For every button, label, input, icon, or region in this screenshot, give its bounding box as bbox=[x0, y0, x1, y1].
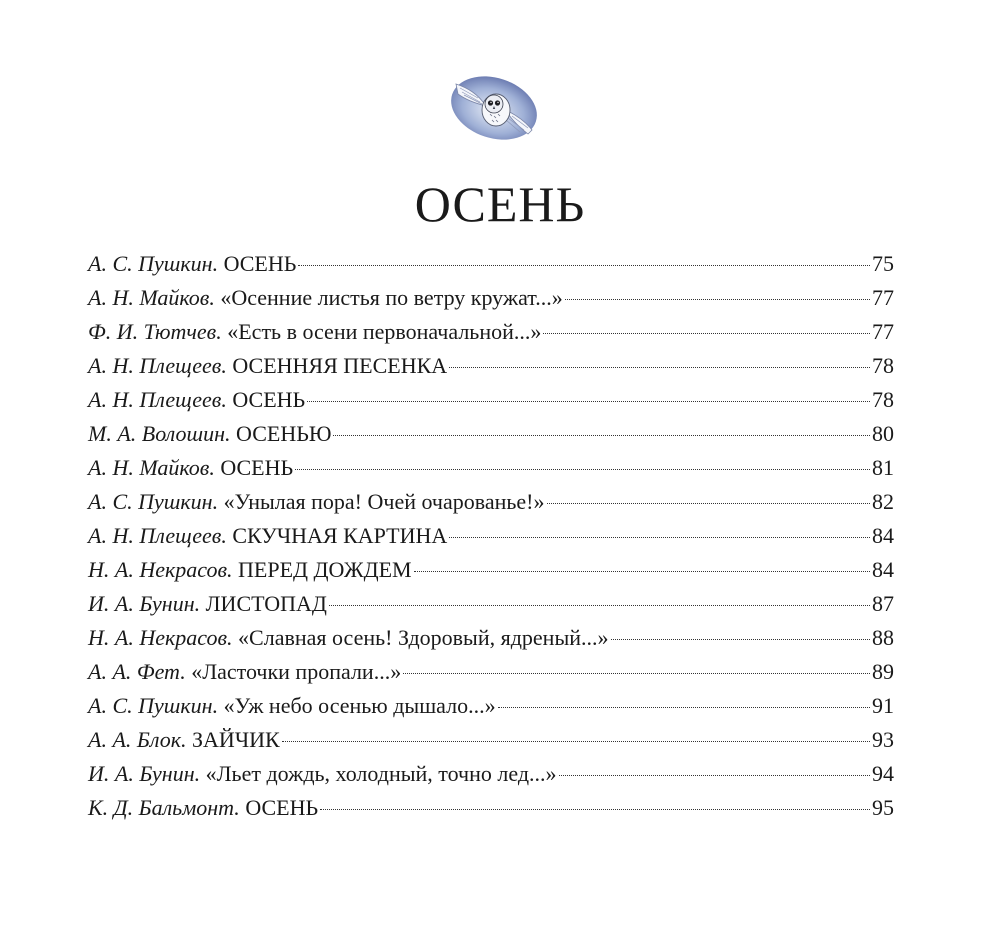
toc-entry[interactable] bbox=[88, 689, 894, 723]
toc-title: «Есть в осени первоначальной...» bbox=[227, 319, 542, 344]
toc-dot-leader bbox=[559, 775, 870, 776]
toc-entry[interactable] bbox=[88, 247, 894, 281]
toc-entry[interactable] bbox=[88, 553, 894, 587]
toc-dot-leader bbox=[295, 469, 870, 470]
toc-entry[interactable] bbox=[88, 587, 894, 621]
toc-dot-leader bbox=[320, 809, 870, 810]
toc-page-number: 95 bbox=[872, 795, 894, 820]
toc-page-number: 75 bbox=[872, 251, 894, 276]
toc-page-number: 89 bbox=[872, 659, 894, 684]
toc-title: «Уж небо осенью дышало...» bbox=[223, 693, 496, 718]
toc-dot-leader bbox=[329, 605, 870, 606]
toc-entry[interactable] bbox=[88, 349, 894, 383]
toc-entry[interactable] bbox=[88, 519, 894, 553]
toc-entry[interactable] bbox=[88, 621, 894, 655]
toc-dot-leader bbox=[282, 741, 870, 742]
toc-entry[interactable] bbox=[88, 315, 894, 349]
toc-dot-leader bbox=[565, 299, 870, 300]
toc-page-number: 81 bbox=[872, 455, 894, 480]
toc-author: Н. А. Некрасов. bbox=[88, 625, 233, 650]
toc-entry[interactable] bbox=[88, 417, 894, 451]
toc-author: К. Д. Бальмонт. bbox=[88, 795, 240, 820]
toc-author: Ф. И. Тютчев. bbox=[88, 319, 222, 344]
toc-title: «Унылая пора! Очей очарованье!» bbox=[223, 489, 545, 514]
toc-title: «Ласточки пропали...» bbox=[191, 659, 402, 684]
toc-author: А. Н. Майков. bbox=[88, 285, 215, 310]
toc-entry[interactable] bbox=[88, 791, 894, 825]
toc-title: «Льет дождь, холодный, точно лед...» bbox=[205, 761, 557, 786]
toc-dot-leader bbox=[298, 265, 870, 266]
section-title: ОСЕНЬ bbox=[414, 176, 586, 232]
toc-author: А. Н. Плещеев. bbox=[88, 523, 227, 548]
toc-author: А. Н. Плещеев. bbox=[88, 353, 227, 378]
toc-page-number: 93 bbox=[872, 727, 894, 752]
toc-dot-leader bbox=[611, 639, 870, 640]
owl-icon bbox=[448, 72, 540, 142]
toc-title: ЛИСТОПАД bbox=[205, 591, 327, 616]
toc-entry[interactable] bbox=[88, 655, 894, 689]
toc-dot-leader bbox=[403, 673, 870, 674]
toc-page-number: 84 bbox=[872, 523, 894, 548]
toc-dot-leader bbox=[307, 401, 870, 402]
toc-title: ЗАЙЧИК bbox=[192, 727, 280, 752]
toc-title: ОСЕНЬ bbox=[223, 251, 297, 276]
toc-title: ПЕРЕД ДОЖДЕМ bbox=[238, 557, 412, 582]
toc-dot-leader bbox=[547, 503, 870, 504]
toc-entry[interactable] bbox=[88, 485, 894, 519]
toc-title: ОСЕНЬЮ bbox=[236, 421, 332, 446]
toc-author: И. А. Бунин. bbox=[88, 591, 201, 616]
toc-entry[interactable] bbox=[88, 451, 894, 485]
toc-title: ОСЕНЬ bbox=[245, 795, 319, 820]
toc-page-number: 80 bbox=[872, 421, 894, 446]
toc-dot-leader bbox=[543, 333, 870, 334]
toc-author: А. С. Пушкин. bbox=[88, 251, 219, 276]
toc-entry[interactable] bbox=[88, 723, 894, 757]
toc-page-number: 88 bbox=[872, 625, 894, 650]
toc-author: Н. А. Некрасов. bbox=[88, 557, 233, 582]
toc-author: А. Н. Плещеев. bbox=[88, 387, 227, 412]
toc-dot-leader bbox=[449, 367, 870, 368]
toc-author: А. А. Фет. bbox=[88, 659, 186, 684]
toc-entry[interactable] bbox=[88, 281, 894, 315]
toc-author: А. Н. Майков. bbox=[88, 455, 215, 480]
toc-title: СКУЧНАЯ КАРТИНА bbox=[232, 523, 448, 548]
toc-page-number: 84 bbox=[872, 557, 894, 582]
toc-entry[interactable] bbox=[88, 757, 894, 791]
toc-title: «Славная осень! Здоровый, ядреный...» bbox=[238, 625, 609, 650]
toc-author: М. А. Волошин. bbox=[88, 421, 231, 446]
toc-page-number: 87 bbox=[872, 591, 894, 616]
toc-page-number: 78 bbox=[872, 387, 894, 412]
toc-page-number: 77 bbox=[872, 285, 894, 310]
toc-author: А. С. Пушкин. bbox=[88, 693, 219, 718]
toc-dot-leader bbox=[449, 537, 870, 538]
toc-page-number: 78 bbox=[872, 353, 894, 378]
toc-author: А. А. Блок. bbox=[88, 727, 187, 752]
toc-entry[interactable] bbox=[88, 383, 894, 417]
table-of-contents bbox=[88, 247, 894, 825]
toc-author: И. А. Бунин. bbox=[88, 761, 201, 786]
toc-page-number: 82 bbox=[872, 489, 894, 514]
toc-title: ОСЕНЬ bbox=[232, 387, 306, 412]
toc-title: ОСЕННЯЯ ПЕСЕНКА bbox=[232, 353, 448, 378]
toc-dot-leader bbox=[498, 707, 870, 708]
toc-dot-leader bbox=[414, 571, 870, 572]
toc-page-number: 77 bbox=[872, 319, 894, 344]
toc-dot-leader bbox=[333, 435, 870, 436]
toc-page-number: 91 bbox=[872, 693, 894, 718]
toc-title: ОСЕНЬ bbox=[220, 455, 294, 480]
toc-title: «Осенние листья по ветру кружат...» bbox=[220, 285, 563, 310]
toc-author: А. С. Пушкин. bbox=[88, 489, 219, 514]
toc-page-number: 94 bbox=[872, 761, 894, 786]
